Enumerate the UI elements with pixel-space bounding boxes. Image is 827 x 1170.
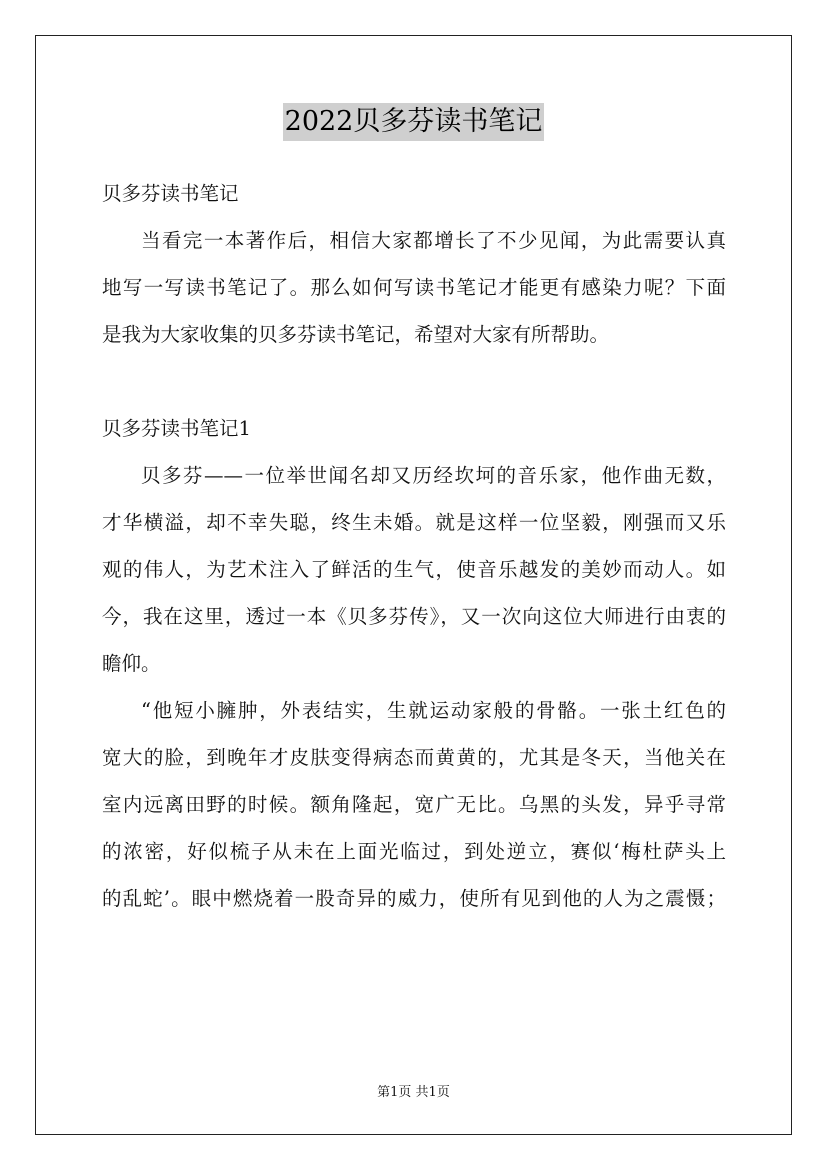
document-body (102, 170, 726, 922)
paragraph-line: 宽大的脸，到晚年才皮肤变得病态而黄黄的，尤其是冬天，当他关在 (102, 746, 726, 769)
paragraph-line: 瞻仰。 (102, 652, 161, 675)
section-heading: 贝多芬读书笔记1 (102, 417, 251, 440)
paragraph-line: 的浓密，好似梳子从未在上面光临过，到处逆立，赛似‘梅杜萨头上 (102, 840, 726, 863)
intro-line: 当看完一本著作后，相信大家都增长了不少见闻，为此需要认真 (141, 229, 726, 252)
document-title: 2022贝多芬读书笔记 (283, 103, 545, 141)
paragraph-line: 贝多芬——一位举世闻名却又历经坎坷的音乐家，他作曲无数， (141, 464, 726, 487)
section-heading: 贝多芬读书笔记 (102, 182, 239, 205)
paragraph-line: “他短小臃肿，外表结实，生就运动家般的骨骼。一张土红色的 (141, 699, 726, 722)
paragraph-line: 观的伟人，为艺术注入了鲜活的生气，使音乐越发的美妙而动人。如 (102, 558, 726, 581)
paragraph-line: 室内远离田野的时候。额角隆起，宽广无比。乌黑的头发，异乎寻常 (102, 793, 726, 816)
paragraph-line: 今，我在这里，透过一本《贝多芬传》，又一次向这位大师进行由衷的 (102, 605, 726, 628)
paragraph-line: 才华横溢，却不幸失聪，终生未婚。就是这样一位坚毅，刚强而又乐 (102, 511, 726, 534)
page-footer: 第1页 共1页 (377, 1085, 450, 1100)
intro-line: 地写一写读书笔记了。那么如何写读书笔记才能更有感染力呢？下面 (102, 276, 726, 299)
paragraph-line: 的乱蛇’。眼中燃烧着一股奇异的威力，使所有见到他的人为之震慑； (102, 887, 726, 910)
blank-line (102, 358, 726, 405)
title-container (0, 103, 827, 141)
intro-line: 是我为大家收集的贝多芬读书笔记，希望对大家有所帮助。 (102, 323, 610, 346)
